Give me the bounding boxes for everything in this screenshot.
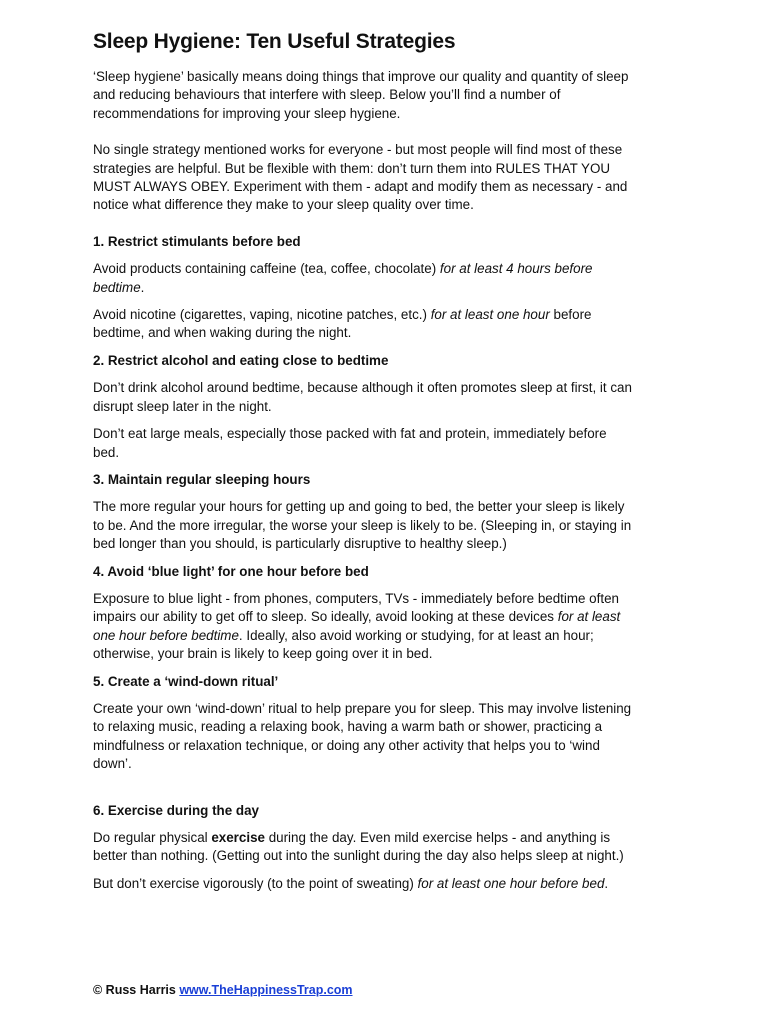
section-paragraph	[93, 875, 633, 893]
section-heading: 6. Exercise during the day	[93, 802, 259, 818]
section-paragraph: Create your own ‘wind-down’ ritual to help prepare you for sleep. This may involve listening to relaxing music, reading a relaxing book, having a warm bath or shower, practicing a mindfulness or relaxation technique, or doing any other activity that helps you to ‘wind down’.	[93, 700, 632, 772]
emphasis: for at least one hour before bedtime	[93, 609, 621, 643]
emphasis: for at least one hour before bed	[417, 875, 605, 891]
emphasis: for at least 4 hours before bedtime	[93, 261, 593, 295]
section-heading: 2. Restrict alcohol and eating close to bedtime	[93, 352, 389, 368]
intro-paragraph: No single strategy mentioned works for everyone - but most people will find most of these strategies are helpful. But be flexible with them: don’t turn them into RULES THAT YOU MUST ALWAYS OBEY. Experiment with them - adapt and modify them as necessary - and notice what difference they make to your sleep quality over time.	[93, 142, 628, 213]
section-paragraph	[93, 590, 633, 664]
section-heading: 3. Maintain regular sleeping hours	[93, 471, 311, 487]
section-heading: 1. Restrict stimulants before bed	[93, 233, 301, 249]
copyright-text: © Russ Harris	[93, 983, 180, 997]
section-paragraph	[93, 306, 633, 343]
text: .	[604, 875, 609, 891]
section-heading: 5. Create a ‘wind-down ritual’	[93, 673, 279, 689]
text: during the day. Even mild exercise helps - and anything is better than nothing. (Getting out into the sunlight during the day also helps sleep at night.)	[93, 830, 624, 864]
text: But don’t exercise vigorously (to the point of sweating)	[93, 875, 418, 891]
strong-text: exercise	[211, 830, 265, 845]
text: Avoid products containing caffeine (tea, coffee, chocolate)	[93, 261, 440, 277]
section-heading: 4. Avoid ‘blue light’ for one hour before bed	[93, 563, 369, 579]
section-paragraph	[93, 829, 633, 866]
text: . Ideally, also avoid working or studying, for at least an hour; otherwise, your brain is likely to keep going over it in bed.	[93, 627, 594, 662]
emphasis: for at least one hour	[430, 307, 550, 323]
text: before bedtime, and when waking during the night.	[93, 307, 592, 341]
text: Avoid nicotine (cigarettes, vaping, nicotine patches, etc.)	[93, 307, 431, 323]
intro-paragraph: ‘Sleep hygiene’ basically means doing things that improve our quality and quantity of sleep and reducing behaviours that interfere with sleep. Below you’ll find a number of recommendations for improving your sleep hygiene.	[93, 69, 629, 121]
section-paragraph: Don’t drink alcohol around bedtime, because although it often promotes sleep at first, it can disrupt sleep later in the night.	[93, 380, 632, 414]
text: Exposure to blue light - from phones, computers, TVs - immediately before bedtime often impairs our ability to get off to sleep. So ideally, avoid looking at these devices	[93, 590, 619, 625]
section-paragraph: The more regular your hours for getting up and going to bed, the better your sleep is likely to be. And the more irregular, the worse your sleep is likely to be. (Sleeping in, or staying in bed longer than you should, is particularly disruptive to healthy sleep.)	[93, 499, 632, 552]
footer	[93, 982, 353, 998]
website-link[interactable]: www.TheHappinessTrap.com	[179, 983, 353, 997]
section-paragraph: Don’t eat large meals, especially those packed with fat and protein, immediately before bed.	[93, 426, 607, 460]
text: Do regular physical	[93, 830, 212, 845]
text: .	[140, 279, 145, 295]
section-paragraph	[93, 260, 633, 297]
page-title: Sleep Hygiene: Ten Useful Strategies	[93, 30, 456, 53]
document-body	[93, 28, 633, 902]
